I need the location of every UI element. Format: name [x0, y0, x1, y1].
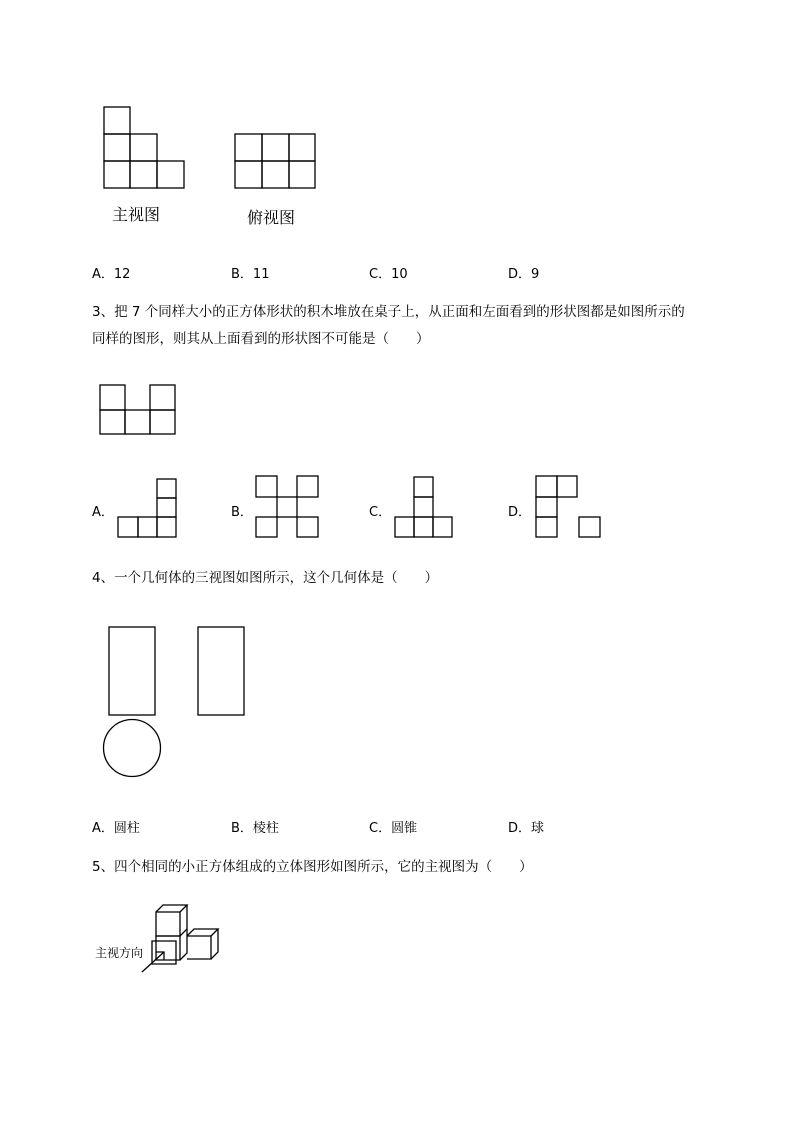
q3-stem-line1: 3、把 7 个同样大小的正方体形状的积木堆放在桌子上，从正面和左面看到的形状图都是如图所示的 [92, 304, 685, 320]
q3-stem-line2: 同样的图形，则其从上面看到的形状图不可能是（ ） [92, 331, 430, 347]
q2-top-view-label: 俯视图 [247, 208, 296, 227]
q4-stem: 4、一个几何体的三视图如图所示，这个几何体是（ ） [92, 570, 439, 586]
q2-option-c[interactable]: C．10 [369, 267, 408, 282]
q2-option-a[interactable]: A．12 [92, 267, 131, 282]
q4-option-d[interactable]: D．球 [508, 821, 545, 836]
q3-option-d-label[interactable]: D． [508, 505, 532, 520]
q2-option-b[interactable]: B．11 [231, 267, 270, 282]
q5-stem: 5、四个相同的小正方体组成的立体图形如图所示，它的主视图为（ ） [92, 859, 533, 875]
q2-front-view-label: 主视图 [112, 205, 161, 224]
q4-option-a[interactable]: A．圆柱 [92, 821, 140, 836]
q3-option-c-label[interactable]: C． [369, 505, 392, 520]
q3-option-b-label[interactable]: B． [231, 505, 253, 520]
q4-option-b[interactable]: B．棱柱 [231, 821, 279, 836]
q3-option-a-label[interactable]: A． [92, 505, 114, 520]
q2-option-d[interactable]: D．9 [508, 267, 540, 282]
q4-option-c[interactable]: C．圆锥 [369, 821, 418, 836]
q5-direction-label: 主视方向 [95, 946, 144, 960]
